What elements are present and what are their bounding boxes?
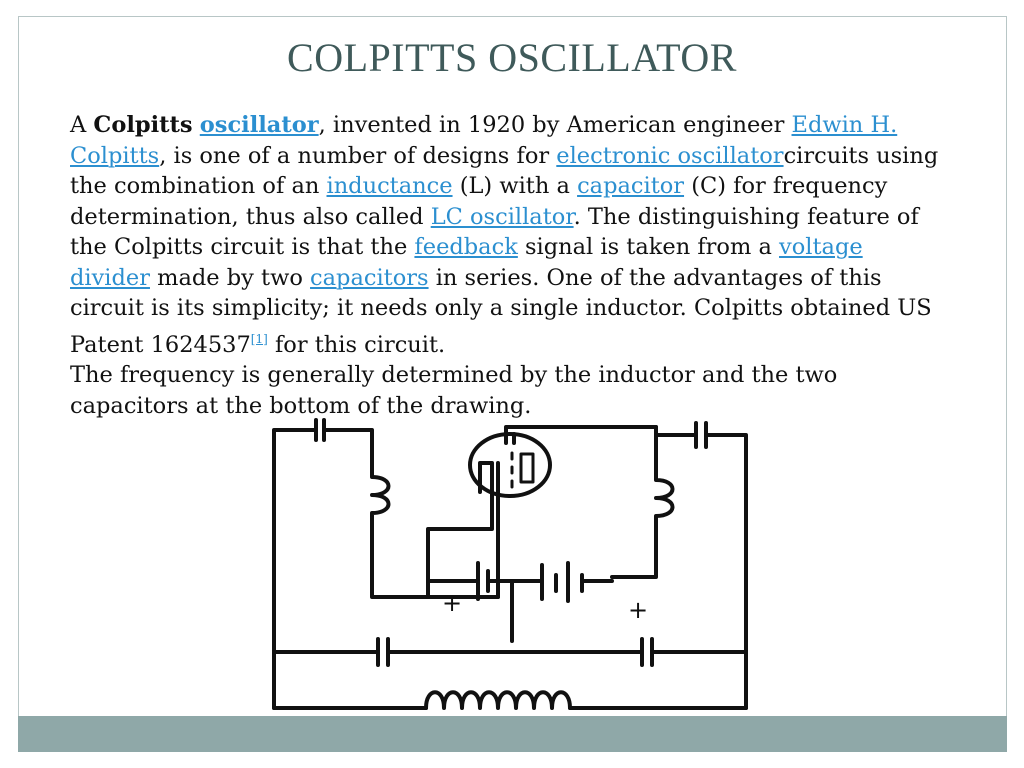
- inductor-left: [372, 470, 389, 521]
- link-capacitor[interactable]: capacitor: [577, 173, 685, 199]
- wire-top-left-2: [324, 430, 372, 470]
- wire-right-down: [612, 523, 656, 577]
- paragraph-1: [70, 110, 940, 360]
- text-run: (L) with a: [452, 173, 578, 199]
- inductor-right: [656, 475, 673, 523]
- plus-label-left: +: [442, 589, 463, 617]
- text-run: . The distinguishing feature of the Colpitts circuit is that the: [70, 203, 919, 260]
- link-feedback[interactable]: feedback: [414, 234, 518, 260]
- wire-top-right: [506, 427, 696, 435]
- link-capacitors[interactable]: capacitors: [310, 264, 429, 291]
- text-run: A: [70, 112, 94, 138]
- text-run: in series. One of the advantages of this circuit is its simplicity; it needs only a single inductor. Colpitts obtained US Patent 1624537: [70, 264, 932, 358]
- wire-grid-down: [428, 511, 492, 597]
- paragraph-2: The frequency is generally determined by the inductor and the two capacitors at the bottom of the drawing.: [70, 362, 838, 419]
- plus-label-right: +: [628, 596, 649, 624]
- text-run: circuits using the combination of an: [70, 142, 939, 199]
- text-run: signal is taken from a: [517, 234, 780, 260]
- text-run: , invented in 1920 by American engineer: [318, 112, 792, 138]
- link-lc-oscillator[interactable]: LC oscillator: [430, 203, 574, 230]
- text-run: made by two: [149, 264, 311, 291]
- link-edwin-colpitts[interactable]: Edwin H. Colpitts: [70, 112, 898, 169]
- wire-top-left: [274, 430, 316, 708]
- reference-link[interactable]: [1]: [250, 331, 268, 346]
- link-voltage-divider[interactable]: voltage divider: [70, 234, 863, 291]
- text-run: [193, 112, 200, 138]
- link-oscillator[interactable]: oscillator: [199, 112, 319, 138]
- inductor-bottom: [426, 692, 570, 708]
- colpitts-circuit-diagram: [260, 415, 760, 715]
- text-run: (C) for frequency determination, thus also called: [70, 173, 888, 230]
- slide-title: COLPITTS OSCILLATOR: [287, 35, 737, 80]
- link-inductance[interactable]: inductance: [326, 173, 453, 199]
- wire-top-right-2: [706, 435, 746, 708]
- body-text: [70, 110, 940, 421]
- text-run: , is one of a number of designs for: [159, 142, 557, 169]
- tube-plate: [521, 454, 533, 482]
- link-electronic-oscillator[interactable]: electronic oscillator: [556, 142, 784, 169]
- battery-right: [542, 563, 582, 601]
- bold-colpitts: Colpitts: [93, 112, 193, 138]
- text-run: for this circuit.: [267, 331, 446, 358]
- footer-band: [18, 716, 1007, 752]
